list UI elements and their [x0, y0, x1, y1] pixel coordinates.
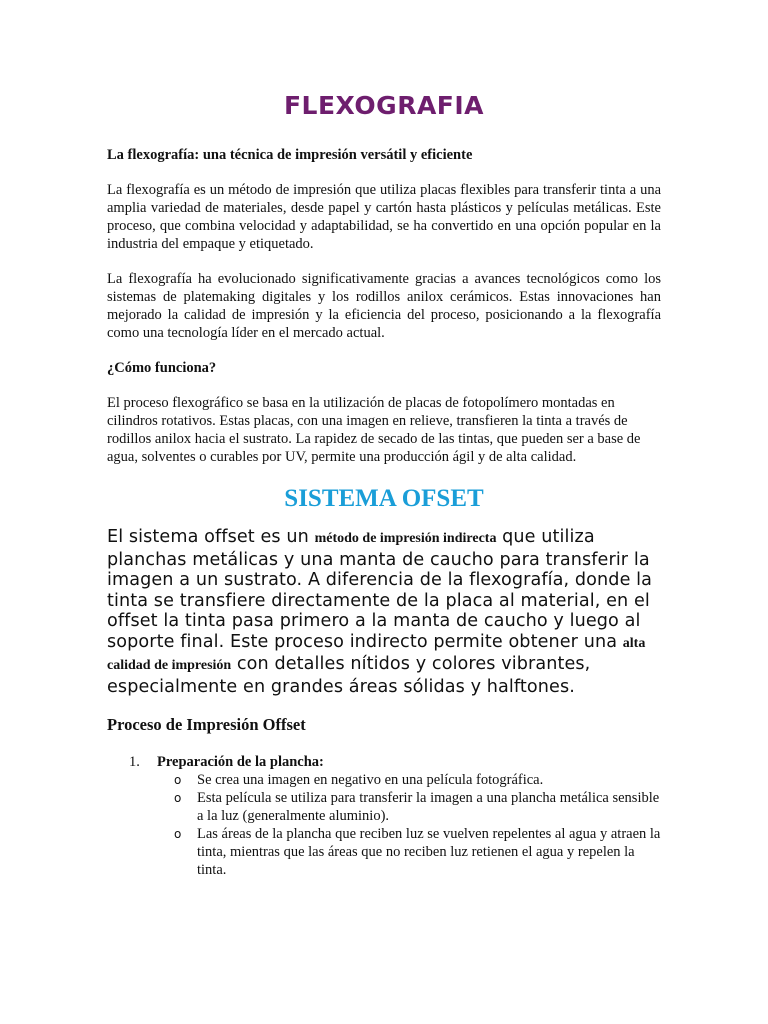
offset-text-part3: con detalles nítidos y colores vibrantes, especialmente en grandes áreas sólidas y halftones.: [107, 654, 591, 697]
list-item-text: Las áreas de la plancha que reciben luz se vuelven repelentes al agua y atraen la tinta, mientras que las áreas que no reciben luz retienen el agua y repelen la tinta.: [197, 826, 661, 878]
document-subtitle: La flexografía: una técnica de impresión versátil y eficiente: [107, 147, 473, 163]
document-title: FLEXOGRAFIA: [283, 91, 485, 120]
bullet-icon: o: [174, 791, 182, 805]
question-heading: ¿Cómo funciona?: [107, 360, 217, 376]
offset-bold-high-quality: alta calidad de impresión: [107, 635, 646, 673]
offset-bold-indirect-method: método de impresión indirecta: [314, 531, 497, 546]
paragraph-process: El proceso flexográfico se basa en la utilización de placas de fotopolímero montadas en cilindros rotativos. Estas placas, con una imagen en relieve, transfieren la tinta a través de rodillos anilox hacia el sustrato. La rapidez de secado de las tintas, que pueden ser a base de agua, solventes o curables por UV, permite una producción ágil y de alta calidad.: [107, 395, 641, 465]
list-item: [129, 753, 661, 879]
bullet-icon: o: [174, 773, 182, 787]
paragraph-offset: [107, 527, 661, 697]
paragraph-evolution: La flexografía ha evolucionado significativamente gracias a avances tecnológicos como los sistemas de platemaking digitales y los rodillos anilox cerámicos. Estas innovaciones han mejorado la calidad de impresión y la eficiencia del proceso, posicionando a la flexografía como una tecnología líder en el mercado actual.: [107, 271, 661, 341]
paragraph-intro: La flexografía es un método de impresión que utiliza placas flexibles para transferir tinta a una amplia variedad de materiales, desde papel y cartón hasta plásticos y películas metálicas. Este proceso, que combina velocidad y adaptabilidad, se ha convertido en una opción popular en la industria del empaque y etiquetado.: [107, 182, 661, 252]
list-item-text: Esta película se utiliza para transferir la imagen a una plancha metálica sensible a la luz (generalmente aluminio).: [197, 790, 660, 824]
section-title-offset: SISTEMA OFSET: [284, 485, 484, 512]
sub-items-list: [157, 771, 661, 879]
list-item: [174, 825, 661, 879]
offset-text-part2: que utiliza planchas metálicas y una manta de caucho para transferir la imagen a un sustrato. A diferencia de la flexografía, donde la tinta se transfiere directamente de la placa al material, en el offset la tinta pasa primero a la manta de caucho y luego al soporte final. Este proceso indirecto permite obtener una: [107, 527, 653, 652]
step-number: 1.: [129, 754, 140, 770]
step-title: Preparación de la plancha:: [157, 754, 324, 770]
list-item: [174, 771, 661, 789]
offset-text-part1: El sistema offset es un: [107, 527, 315, 547]
section-heading-offset-process: Proceso de Impresión Offset: [107, 715, 306, 734]
list-item-text: Se crea una imagen en negativo en una película fotográfica.: [197, 772, 544, 788]
process-steps-list: [107, 753, 661, 879]
bullet-icon: o: [174, 827, 182, 841]
list-item: [174, 789, 661, 825]
